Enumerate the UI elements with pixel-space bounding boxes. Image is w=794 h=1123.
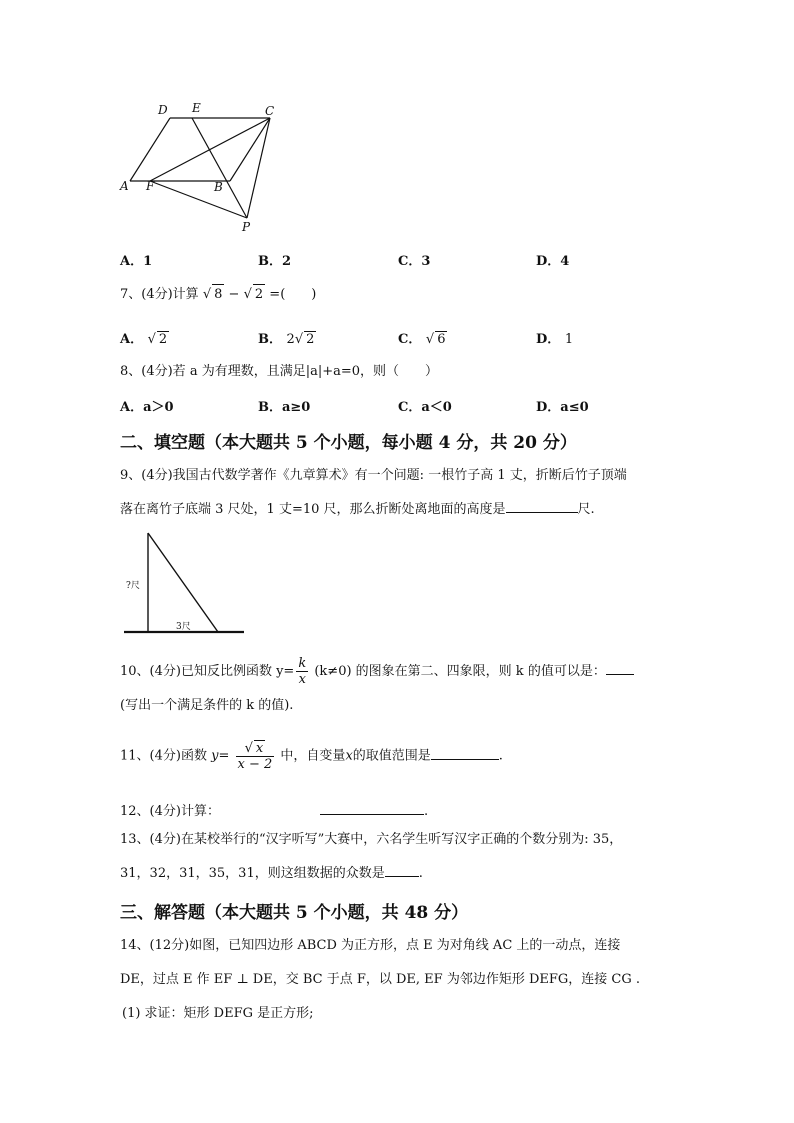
bamboo-triangle-figure	[120, 528, 250, 640]
label-base-length: 3尺	[176, 622, 191, 632]
question-14-line-1: 14、(12分)如图，已知四边形 ABCD 为正方形，点 E 为对角线 AC 上的一动点，连接	[120, 938, 621, 953]
q10-answer-blank[interactable]	[606, 660, 634, 675]
q7-radicand-a: 8	[212, 284, 224, 305]
question-14-line-2: DE，过点 E 作 EF ⊥ DE，交 BC 于点 F，以 DE, EF 为邻边作矩形 DEFG，连接 CG .	[120, 972, 641, 987]
q6-option-b: B．2	[258, 254, 292, 269]
label-unknown-height: ?尺	[126, 581, 140, 591]
question-13-line-2: 31，32，31，35，31，则这组数据的众数是 .	[120, 862, 423, 884]
q7-option-b: B． 2√ 2	[258, 332, 315, 347]
q10-fraction: $\frac{k}{x}$	[298, 656, 307, 687]
label-E: E	[192, 101, 201, 115]
section-heading-solutions: 三、解答题（本大题共 5 个小题，共 48 分）	[120, 903, 469, 923]
section-heading-fill-blank: 二、填空题（本大题共 5 个小题，每小题 4 分，共 20 分）	[120, 433, 577, 453]
question-7: 7、(4分)计算 √ 8 − √ 2 =( )	[120, 284, 316, 305]
question-11: 11、(4分)函数 y= $\frac{√ x}{x - 2}$ 中，自变量x的取值范围是 .	[120, 741, 503, 772]
question-9-line-1: 9、(4分)我国古代数学著作《九章算术》有一个问题: 一根竹子高 1 丈，折断后竹子顶端	[120, 468, 627, 483]
question-13-line-1: 13、(4分)在某校举行的“汉字听写”大赛中，六名学生听写汉字正确的个数分别为: 35，	[120, 832, 623, 847]
question-12: 12、(4分)计算： .	[120, 800, 428, 822]
question-10-line-1: 10、(4分)已知反比例函数 y= $\frac{k}{x}$ (k≠0) 的图象在第二、四象限，则 k 的值可以是：	[120, 656, 634, 687]
q7-option-c: C． √ 6	[398, 332, 446, 347]
q7-option-a: A． √ 2	[120, 332, 168, 347]
q8-option-c: C．a＜0	[398, 400, 452, 415]
q6-option-d: D．4	[536, 254, 570, 269]
q8-option-a: A．a＞0	[120, 400, 174, 415]
label-P: P	[242, 220, 251, 234]
geometry-figure-1	[110, 98, 300, 238]
label-F: F	[146, 179, 155, 193]
q6-option-c: C．3	[398, 254, 431, 269]
question-14-part-1: (1) 求证：矩形 DEFG 是正方形;	[122, 1006, 314, 1021]
question-8: 8、(4分)若 a 为有理数，且满足|a|+a=0，则（ ）	[120, 364, 439, 379]
label-B: B	[214, 180, 223, 194]
q7-radicand-b: 2	[253, 284, 265, 305]
label-A: A	[120, 179, 129, 193]
q12-answer-blank[interactable]	[320, 800, 424, 815]
q7-option-d: D． 1	[536, 332, 574, 347]
q11-fraction: $\frac{√ x}{x - 2}$	[237, 741, 273, 772]
q7-prefix: 7、(4分)计算	[120, 287, 199, 302]
q9-answer-blank[interactable]	[506, 498, 578, 513]
q7-suffix: =( )	[269, 287, 317, 302]
q8-option-d: D．a≤0	[536, 400, 589, 415]
question-10-line-2: (写出一个满足条件的 k 的值).	[120, 698, 294, 713]
label-C: C	[265, 104, 275, 118]
question-9-line-2: 落在离竹子底端 3 尺处，1 丈=10 尺，那么折断处离地面的高度是 尺.	[120, 498, 595, 520]
q13-answer-blank[interactable]	[385, 862, 419, 877]
q8-option-b: B．a≥0	[258, 400, 311, 415]
q11-answer-blank[interactable]	[431, 745, 499, 760]
label-D: D	[158, 103, 168, 117]
q6-option-a: A．1	[120, 254, 153, 269]
